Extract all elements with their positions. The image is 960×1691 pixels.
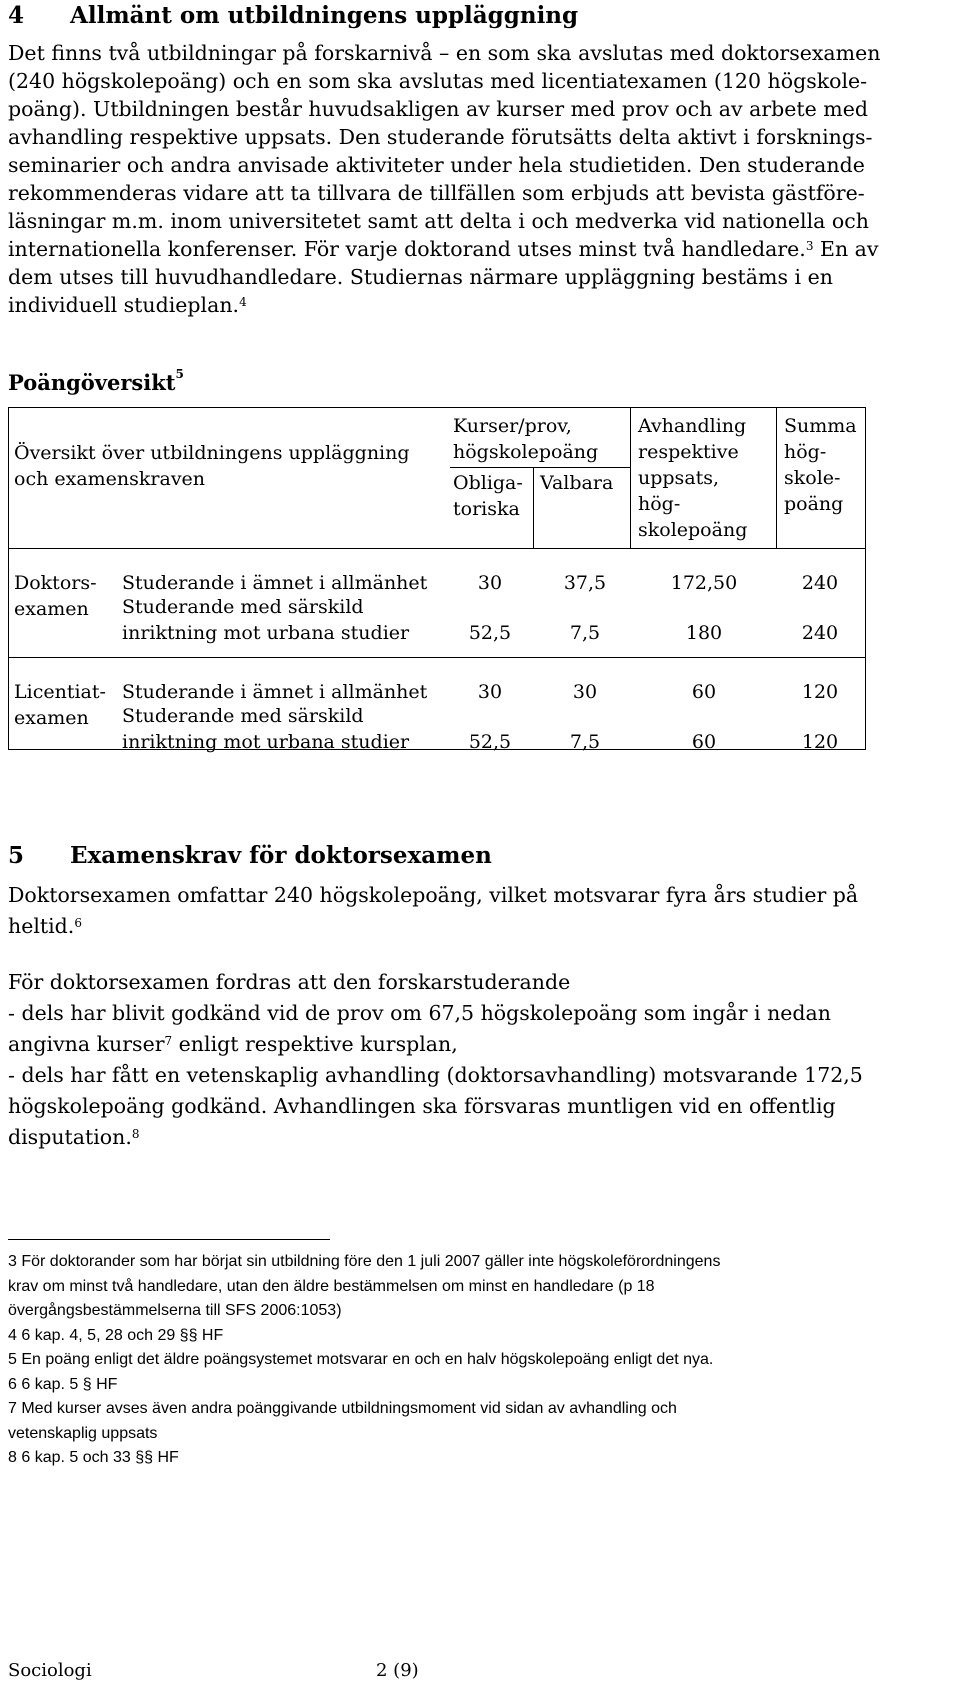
value-summa: 120 [801, 731, 839, 753]
paragraph-line: Doktorsexamen omfattar 240 högskolepoäng, vilket motsvarar fyra års studier på [8, 883, 859, 907]
section-title: Examenskrav för doktorsexamen [70, 842, 492, 869]
col-header-summa: skole- [784, 467, 841, 489]
value-avhandling: 60 [691, 731, 717, 753]
paragraph-line: rekommenderas vidare att ta tillvara de tillfällen som erbjuds att bevista gästföre- [8, 181, 865, 205]
overview-label: Översikt över utbildningens uppläggning [14, 442, 410, 464]
row-description: Studerande med särskild [122, 705, 364, 727]
section-number: 4 [8, 2, 25, 29]
overview-label: och examenskraven [14, 468, 206, 490]
footnote-separator [8, 1239, 330, 1240]
footnote-line: 7 Med kurser avses även andra poänggivande utbildningsmoment vid sidan av avhandling och [8, 1400, 677, 1417]
col-header-summa: poäng [784, 493, 844, 515]
page-number: 2 (9) [376, 1660, 419, 1681]
col-header-avhandling: respektive [638, 441, 739, 463]
poang-heading-text: Poängöversikt [8, 370, 176, 395]
footnote-ref: 6 [74, 916, 82, 930]
value-obligatoriska: 52,5 [468, 731, 512, 753]
footnote-line: övergångsbestämmelserna till SFS 2006:1053) [8, 1302, 342, 1319]
paragraph-line: heltid.$^6$ [8, 914, 82, 938]
col-header-kurser: Kurser/prov, [453, 415, 572, 437]
col-header-avhandling: uppsats, [638, 467, 720, 489]
paragraph-line: högskolepoäng godkänd. Avhandlingen ska försvaras muntligen vid en offentlig [8, 1094, 836, 1118]
row-description: Studerande i ämnet i allmänhet [122, 681, 428, 703]
section-title: Allmänt om utbildningens uppläggning [70, 2, 579, 29]
row-description: inriktning mot urbana studier [122, 731, 410, 753]
row-description: inriktning mot urbana studier [122, 622, 410, 644]
paragraph-line: läsningar m.m. inom universitetet samt att delta i och medverka vid nationella och [8, 209, 869, 233]
footnote-ref: 4 [239, 295, 247, 309]
value-valbara: 7,5 [569, 731, 601, 753]
paragraph-line: avhandling respektive uppsats. Den studerande förutsätts delta aktivt i forsknings- [8, 125, 873, 149]
paragraph-line: Det finns två utbildningar på forskarnivå – en som ska avslutas med doktorsexamen [8, 41, 881, 65]
value-obligatoriska: 52,5 [468, 622, 512, 644]
exam-label: Licentiat- [14, 681, 106, 703]
footnote-line: vetenskaplig uppsats [8, 1424, 158, 1442]
section-number: 5 [8, 842, 25, 869]
value-obligatoriska: 30 [477, 572, 503, 594]
paragraph-line: disputation.$^8$ [8, 1125, 140, 1149]
paragraph-line: För doktorsexamen fordras att den forskarstuderande [8, 970, 571, 994]
paragraph-line: (240 högskolepoäng) och en som ska avslutas med licentiatexamen (120 högskole- [8, 69, 868, 93]
footnote-line: 3 För doktorander som har börjat sin utbildning före den 1 juli 2007 gäller inte högskoleförordningens [8, 1253, 721, 1270]
value-avhandling: 180 [685, 622, 723, 644]
section-5-heading [8, 842, 492, 869]
value-summa: 240 [801, 622, 839, 644]
value-avhandling: 60 [691, 681, 717, 703]
exam-label: Doktors- [14, 572, 97, 594]
value-obligatoriska: 30 [477, 681, 503, 703]
paragraph-line: internationella konferenser. För varje doktorand utses minst två handledare.$^3$ En av [8, 237, 879, 261]
exam-label: examen [14, 707, 89, 729]
value-valbara: 30 [572, 681, 598, 703]
footnote-line: 6 6 kap. 5 § HF [8, 1375, 118, 1393]
value-valbara: 37,5 [563, 572, 607, 594]
footnote-ref: 5 [175, 367, 184, 381]
col-header-kurser: högskolepoäng [453, 441, 599, 463]
col-header-obligatoriska: Obliga- [453, 472, 523, 494]
value-valbara: 7,5 [569, 622, 601, 644]
footnote-ref: 8 [131, 1127, 140, 1141]
col-header-avhandling: Avhandling [638, 415, 747, 437]
footer-left: Sociologi [8, 1660, 92, 1681]
value-avhandling: 172,50 [670, 572, 738, 594]
value-summa: 120 [801, 681, 839, 703]
footnote-ref: 7 [164, 1034, 173, 1048]
col-header-avhandling: hög- [638, 493, 681, 515]
row-description: Studerande i ämnet i allmänhet [122, 572, 428, 594]
footnote-line: 5 En poäng enligt det äldre poängsystemet motsvarar en och en halv högskolepoäng enligt det nya. [8, 1351, 714, 1368]
footnote-line: krav om minst två handledare, utan den äldre bestämmelsen om minst en handledare (p 18 [8, 1277, 655, 1295]
paragraph-line: dem utses till huvudhandledare. Studiernas närmare uppläggning bestäms i en [8, 265, 833, 289]
paragraph-line: - dels har fått en vetenskaplig avhandling (doktorsavhandling) motsvarande 172,5 [8, 1063, 863, 1087]
paragraph-line: individuell studieplan.$^4$ [8, 293, 247, 317]
footnote-line: 4 6 kap. 4, 5, 28 och 29 §§ HF [8, 1326, 224, 1344]
footnote-ref: 3 [805, 239, 814, 253]
paragraph-line: poäng). Utbildningen består huvudsakligen av kurser med prov och av arbete med [8, 97, 868, 121]
paragraph-line: seminarier och andra anvisade aktiviteter under hela studietiden. Den studerande [8, 153, 865, 177]
paragraph-line: angivna kurser$^7$ enligt respektive kursplan, [8, 1032, 458, 1056]
value-summa: 240 [801, 572, 839, 594]
col-header-avhandling: skolepoäng [638, 519, 748, 541]
col-header-valbara: Valbara [540, 472, 614, 494]
exam-label: examen [14, 598, 89, 620]
col-header-summa: hög- [784, 441, 827, 463]
paragraph-line: - dels har blivit godkänd vid de prov om 67,5 högskolepoäng som ingår i nedan [8, 1001, 831, 1025]
col-header-summa: Summa [784, 415, 857, 437]
col-header-obligatoriska: toriska [453, 498, 520, 520]
row-description: Studerande med särskild [122, 596, 364, 618]
footnote-line: 8 6 kap. 5 och 33 §§ HF [8, 1449, 179, 1466]
